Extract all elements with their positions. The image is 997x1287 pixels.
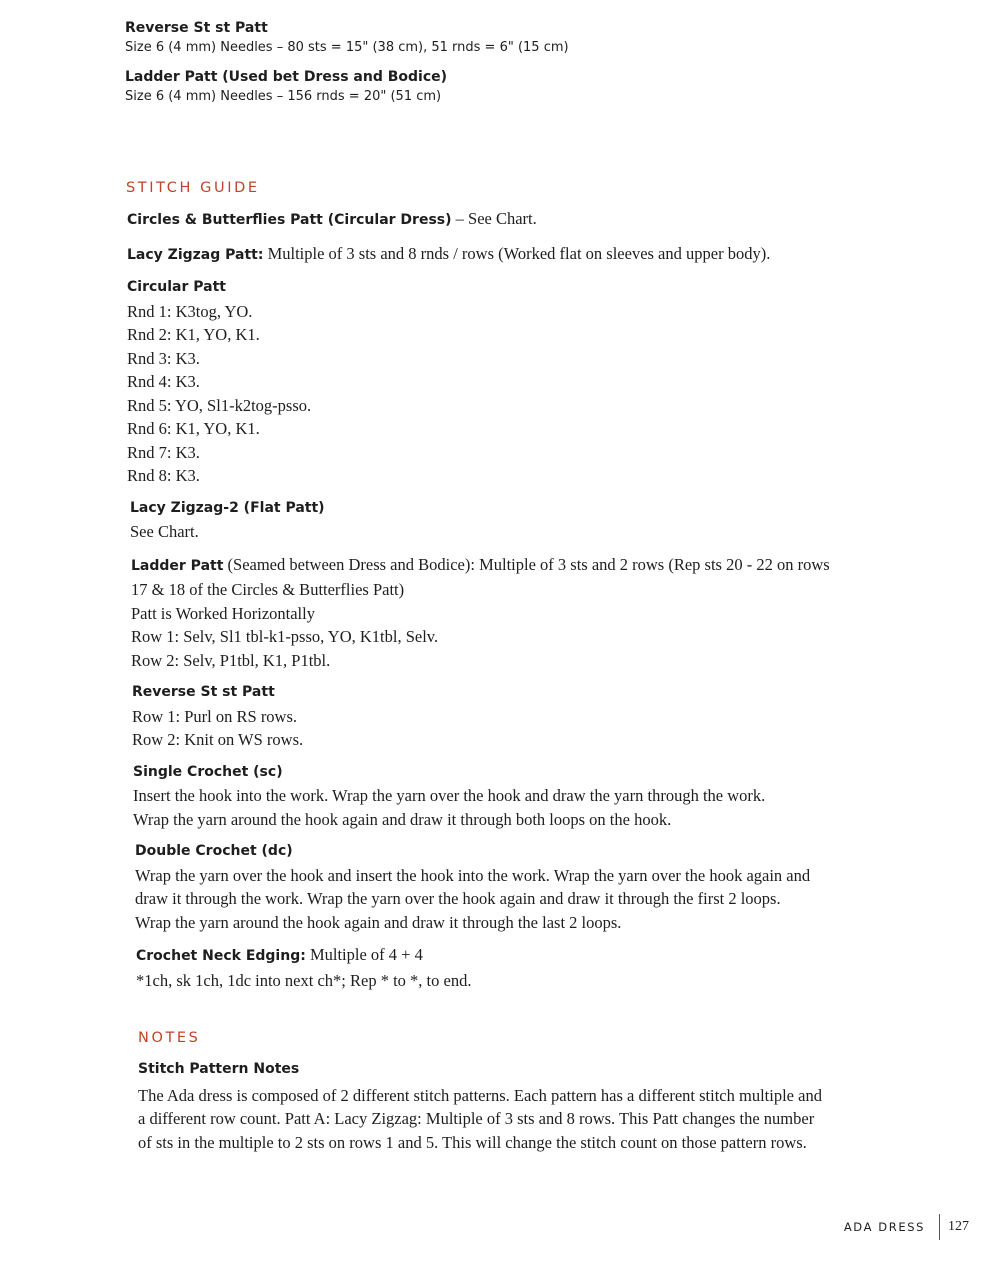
entry-line: Wrap the yarn around the hook again and draw it through the last 2 loops. xyxy=(135,912,622,932)
entry-title: Reverse St st Patt xyxy=(132,684,275,700)
gauge-title: Ladder Patt (Used bet Dress and Bodice) xyxy=(125,69,448,85)
entry-title: Circles & Butterflies Patt (Circular Dress) xyxy=(127,212,452,228)
entry-line: *1ch, sk 1ch, 1dc into next ch*; Rep * to *, to end. xyxy=(136,970,472,990)
gauge-ladder xyxy=(125,67,945,107)
notes-line: The Ada dress is composed of 2 different stitch patterns. Each pattern has a different stitch multiple and xyxy=(138,1085,822,1105)
entry-line: Row 1: Selv, Sl1 tbl-k1-psso, YO, K1tbl, Selv. xyxy=(131,627,439,646)
entry-text: (Seamed between Dress and Bodice): Multiple of 3 sts and 2 rows (Rep sts 20 - 22 on rows xyxy=(223,554,830,574)
entry-line: Rnd 6: K1, YO, K1. xyxy=(127,419,260,438)
entry-line: Rnd 5: YO, Sl1-k2tog-psso. xyxy=(127,395,312,415)
entry-title: Lacy Zigzag-2 (Flat Patt) xyxy=(130,499,325,516)
footer-title: ADA DRESS xyxy=(843,1220,925,1234)
notes-line: a different row count. Patt A: Lacy Zigzag: Multiple of 3 sts and 8 rows. This Patt changes the number xyxy=(138,1109,815,1128)
stitch-guide xyxy=(127,207,887,1001)
entry-title: Lacy Zigzag Patt: xyxy=(127,246,264,263)
entry-line: Rnd 3: K3. xyxy=(127,348,200,368)
entry-reverse-st-st xyxy=(127,681,887,752)
notes-title: Stitch Pattern Notes xyxy=(138,1061,300,1077)
entry-text: Multiple of 4 + 4 xyxy=(305,945,423,964)
entry-line: Row 1: Purl on RS rows. xyxy=(132,706,298,726)
entry-lacy-zigzag-2 xyxy=(127,497,887,544)
entry-line: Rnd 8: K3. xyxy=(127,466,200,485)
entry-line: 17 & 18 of the Circles & Butterflies Patt) xyxy=(131,580,405,599)
entry-title: Single Crochet (sc) xyxy=(133,763,283,780)
entry-circular-patt xyxy=(127,276,887,488)
entry-line: Wrap the yarn over the hook and insert the hook into the work. Wrap the yarn over the hook again and xyxy=(135,865,811,885)
entry-line: Row 2: Selv, P1tbl, K1, P1tbl. xyxy=(131,650,331,670)
entry-line: draw it through the work. Wrap the yarn over the hook again and draw it through the first 2 loops. xyxy=(135,889,781,908)
entry-double-crochet xyxy=(127,840,887,934)
gauge-reverse-st-st xyxy=(125,18,945,58)
stitch-guide-heading: STITCH GUIDE xyxy=(126,180,260,196)
entry-title: Ladder Patt xyxy=(131,557,224,574)
entry-ladder-patt xyxy=(127,553,887,673)
entry-line: Rnd 1: K3tog, YO. xyxy=(127,301,253,321)
gauge-line: Size 6 (4 mm) Needles – 80 sts = 15" (38 cm), 51 rnds = 6" (15 cm) xyxy=(125,40,569,55)
entry-text: – See Chart. xyxy=(451,209,537,228)
entry-line: Insert the hook into the work. Wrap the yarn over the hook and draw the yarn through the work. xyxy=(133,786,766,805)
entry-line: Rnd 4: K3. xyxy=(127,372,200,391)
entry-line: See Chart. xyxy=(130,522,199,541)
entry-circles-butterflies xyxy=(127,207,887,233)
entry-title: Circular Patt xyxy=(127,279,226,295)
notes-heading: NOTES xyxy=(138,1030,201,1046)
entry-line: Rnd 7: K3. xyxy=(127,442,200,462)
entry-lacy-zigzag xyxy=(127,242,887,268)
entry-line: Row 2: Knit on WS rows. xyxy=(132,730,304,749)
entry-title: Crochet Neck Edging: xyxy=(136,948,306,964)
entry-text: Multiple of 3 sts and 8 rnds / rows (Worked flat on sleeves and upper body). xyxy=(263,243,771,263)
entry-title: Double Crochet (dc) xyxy=(135,843,293,859)
notes-line: of sts in the multiple to 2 sts on rows 1 and 5. This will change the stitch count on those pattern rows. xyxy=(138,1132,807,1152)
gauge-specs xyxy=(125,18,945,116)
entry-crochet-neck-edging xyxy=(127,943,887,992)
entry-line: Patt is Worked Horizontally xyxy=(131,603,315,623)
gauge-line: Size 6 (4 mm) Needles – 156 rnds = 20" (51 cm) xyxy=(125,89,442,104)
notes-section xyxy=(138,1058,898,1154)
page-footer xyxy=(844,1214,969,1240)
entry-single-crochet xyxy=(127,761,887,832)
page-number: 127 xyxy=(948,1219,969,1234)
entry-line: Rnd 2: K1, YO, K1. xyxy=(127,325,260,344)
entry-line: Wrap the yarn around the hook again and draw it through both loops on the hook. xyxy=(133,809,672,829)
gauge-title: Reverse St st Patt xyxy=(125,20,268,36)
footer-divider xyxy=(939,1214,940,1240)
